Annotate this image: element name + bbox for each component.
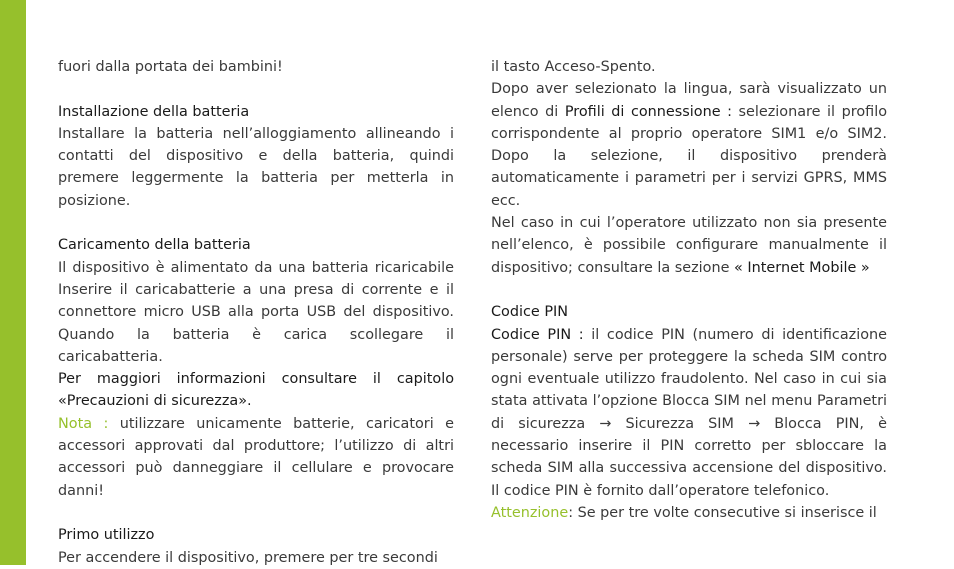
warning-text: : Se per tre volte consecutive si inserisce il [568,504,877,521]
manual-paragraph [491,212,887,279]
note-paragraph [58,413,454,502]
more-info-text: Per maggiori informazioni consultare il capitolo «Precauzioni di sicurezza». [58,371,454,410]
pin-term: Codice PIN : [491,326,584,343]
language-text-pre: Dopo aver selezionato la lingua, sarà visualizzato un elenco di [491,81,887,120]
first-use-heading: Primo utilizzo [58,527,155,544]
battery-install-body: Installare la batteria nell’alloggiamento allineando i contatti del dispositivo e della batteria, quindi premere leggermente la batteria per metterla in posizione. [58,125,454,209]
pin-body: il codice PIN (numero di identificazione personale) serve per proteggere la scheda SIM contro ogni eventuale utilizzo fraudolento. Nel caso in cui sia stata attivata l’opzione Blocca SIM nel menu Parametri di sicurezza → Sicurezza SIM → Blocca PIN, è necessario inserire il PIN corretto per sbloccare la scheda SIM alla successiva accensione del dispositivo. Il codice PIN è fornito dall’operatore telefonico. [491,326,887,499]
language-paragraph [491,78,887,212]
intro-text: fuori dalla portata dei bambini! [58,59,283,75]
note-text: utilizzare unicamente batterie, caricatori e accessori approvati dal produttore; l’utilizzo di altri accessori può danneggiare il cellulare e provocare danni! [58,415,454,499]
battery-charge-heading: Caricamento della batteria [58,237,251,254]
first-use-body: Per accendere il dispositivo, premere per tre secondi [58,549,438,566]
right-column [491,56,887,524]
continued-text: il tasto Acceso-Spento. [491,59,656,75]
pin-paragraph [491,324,887,502]
pin-heading: Codice PIN [491,304,569,321]
warning-label: Attenzione [491,504,569,521]
internet-term: « Internet Mobile » [734,259,870,276]
language-text-post: selezionare il profilo corrispondente al proprio operatore SIM1 e/o SIM2. Dopo la selezione, il dispositivo prenderà automaticamente i parametri per i servizi GPRS, MMS ecc. [491,103,888,209]
warning-paragraph [491,502,887,524]
note-label: Nota : [58,415,109,432]
battery-install-heading: Installazione della batteria [58,103,250,120]
profiles-term: Profili di connessione : [564,103,732,120]
left-column [58,56,454,569]
battery-charge-body: Il dispositivo è alimentato da una batteria ricaricabile Inserire il caricabatterie a una presa di corrente e il connettore micro USB alla porta USB del dispositivo. Quando la batteria è carica scollegare il caricabatteria. [58,259,454,365]
side-accent-bar [0,0,26,565]
manual-text-pre: Nel caso in cui l’operatore utilizzato non sia presente nell’elenco, è possibile configurare manualmente il dispositivo; consultare la sezione [491,215,887,276]
